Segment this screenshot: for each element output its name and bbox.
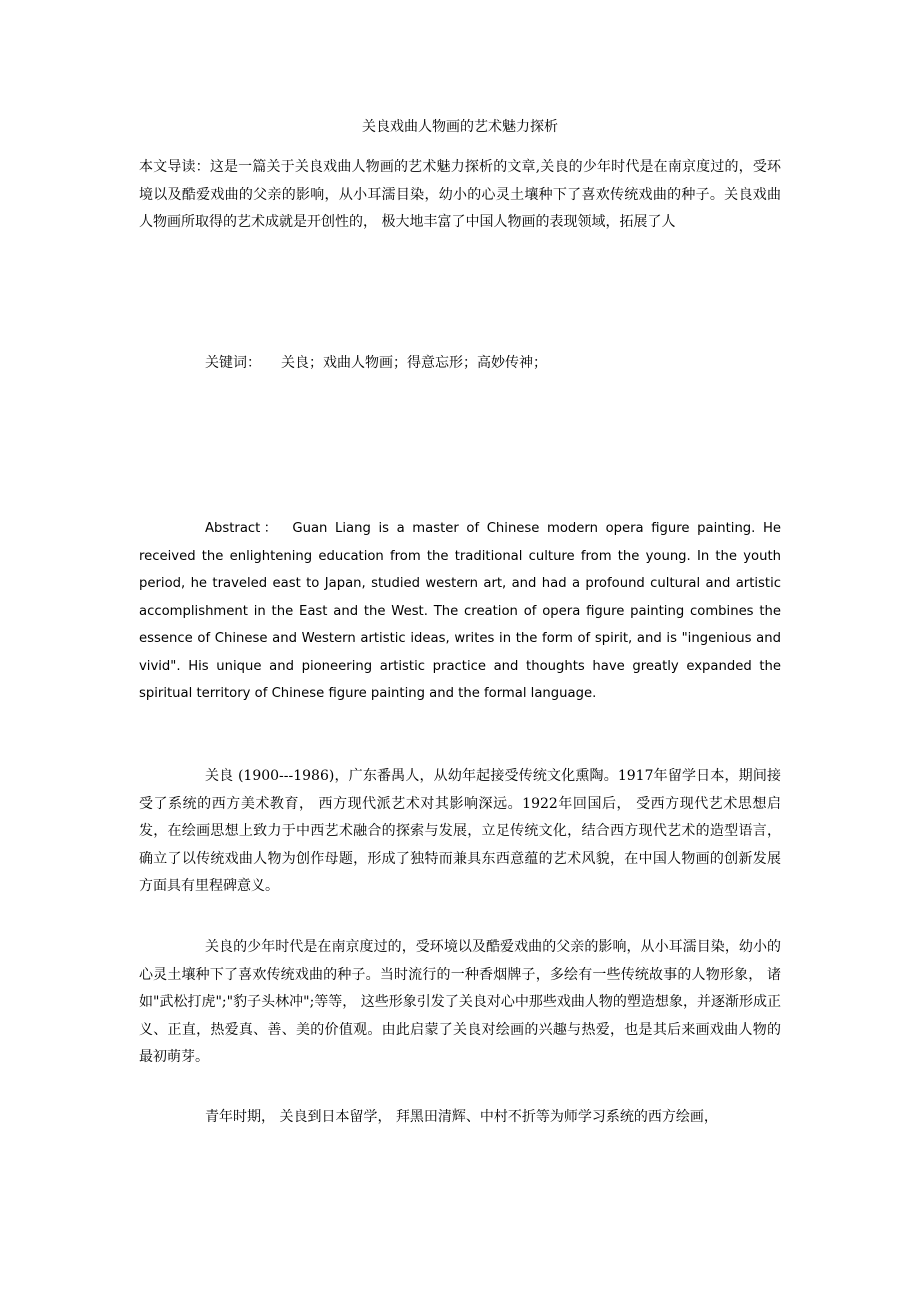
body-paragraph-2: 关良的少年时代是在南京度过的，受环境以及酷爱戏曲的父亲的影响，从小耳濡目染，幼小的心灵土壤种下了喜欢传统戏曲的种子。当时流行的一种香烟牌子，多绘有一些传统故事的人物形象， 诸如"武松打虎";"豹子头林冲";等等， 这些形象引发了关良对心中那些戏曲人物的塑造想象，并逐渐形成正义、正直，热爱真、善、美的价值观。由此启蒙了关良对绘画的兴趣与热爱，也是其后来画戏曲人物的最初萌芽。 bbox=[139, 939, 781, 1065]
guide-paragraph: 本文导读：这是一篇关于关良戏曲人物画的艺术魅力探析的文章,关良的少年时代是在南京度过的，受环境以及酷爱戏曲的父亲的影响，从小耳濡目染，幼小的心灵土壤种下了喜欢传统戏曲的种子。关良戏曲人物画所取得的艺术成就是开创性的， 极大地丰富了中国人物画的表现领域，拓展了人 bbox=[139, 159, 781, 230]
body-paragraph-1: 关良 (1900---1986)，广东番禺人，从幼年起接受传统文化熏陶。1917年留学日本，期间接受了系统的西方美术教育， 西方现代派艺术对其影响深远。1922年回国后， 受西方现代艺术思想启发，在绘画思想上致力于中西艺术融合的探索与发展，立足传统文化，结合西方现代艺术的造型语言，确立了以传统戏曲人物为创作母题，形成了独特而兼具东西意蕴的艺术风貌，在中国人物画的创新发展方面具有里程碑意义。 bbox=[139, 768, 781, 894]
body-paragraph-3: 青年时期， 关良到日本留学， 拜黑田清辉、中村不折等为师学习系统的西方绘画， bbox=[205, 1109, 718, 1125]
abstract-text: Guan Liang is a master of Chinese modern opera figure painting. He received the enlightening education from the traditional culture from the young. In the youth period, he traveled east to Japan, studied western art, and had a profound cultural and artistic accomplishment in the East and the West. The creation of opera figure painting combines the essence of Chinese and Western artistic ideas, writes in the form of spirit, and is "ingenious and vivid". His unique and pioneering artistic practice and thoughts have greatly expanded the spiritual territory of Chinese figure painting and the formal language. bbox=[139, 521, 781, 701]
abstract-paragraph bbox=[139, 515, 781, 708]
keywords-value: 关良；戏曲人物画；得意忘形；高妙传神； bbox=[281, 355, 547, 371]
keywords-line bbox=[205, 351, 547, 375]
abstract-label: Abstract： bbox=[205, 521, 281, 536]
keywords-label: 关键词： bbox=[205, 355, 261, 371]
document-title: 关良戏曲人物画的艺术魅力探析 bbox=[362, 119, 558, 135]
